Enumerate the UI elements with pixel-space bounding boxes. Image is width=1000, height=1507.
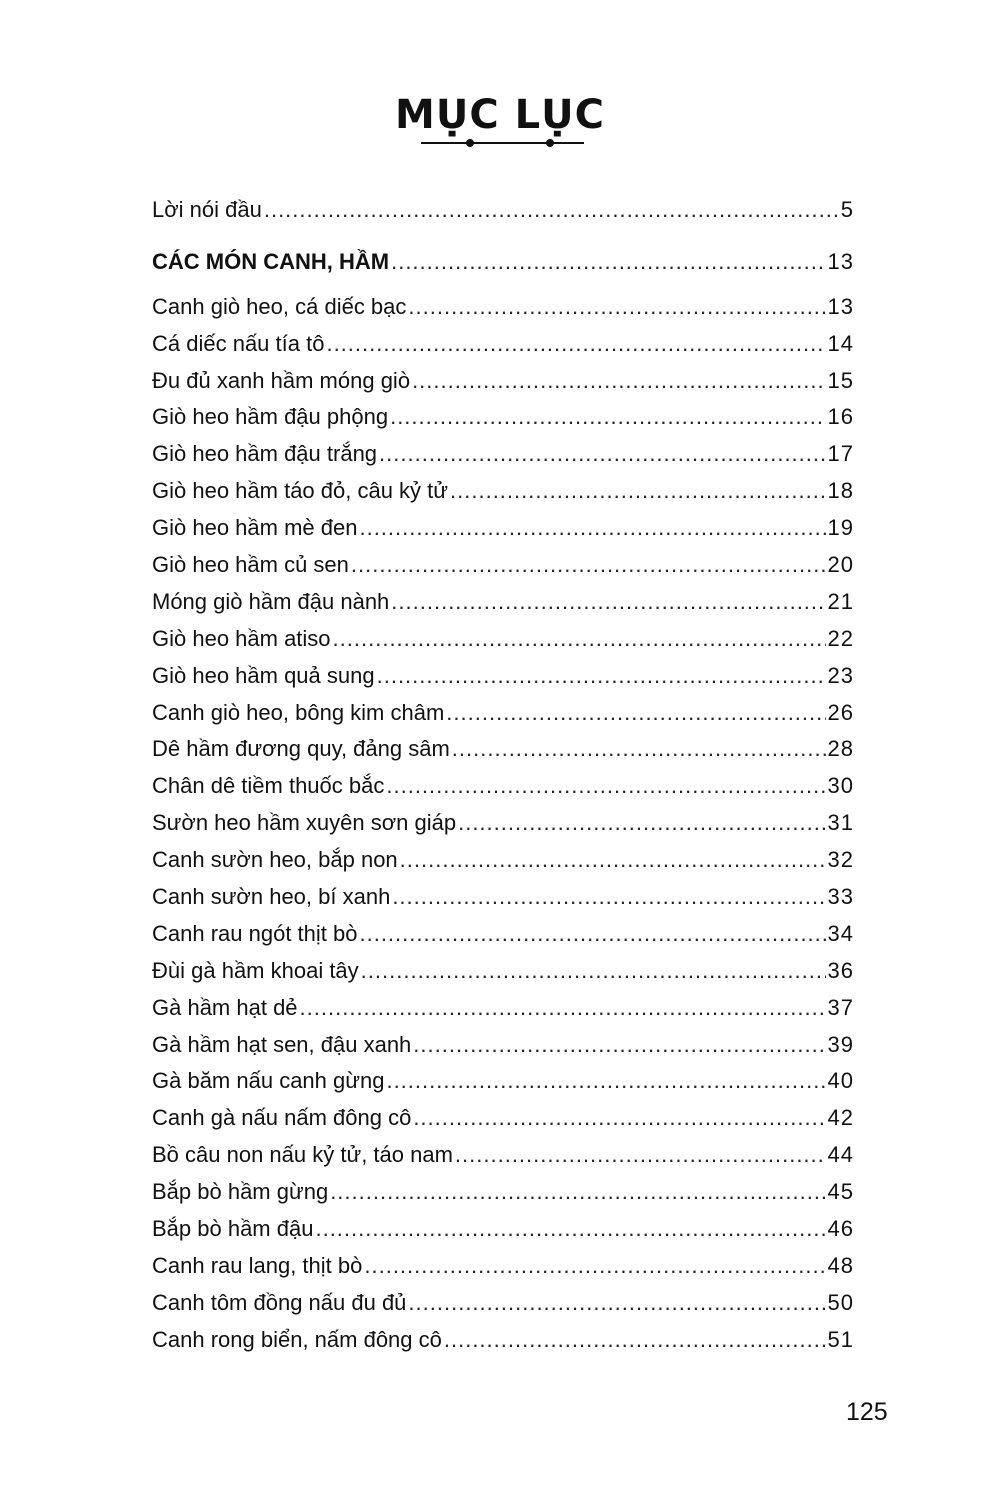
toc-entry-page: 13 bbox=[827, 248, 854, 274]
toc-entry-page: 36 bbox=[827, 957, 854, 983]
toc-entry-page: 42 bbox=[827, 1105, 854, 1131]
toc-entry[interactable] bbox=[152, 916, 854, 953]
toc-dot-leader bbox=[326, 326, 825, 363]
toc-entry-title: Cá diếc nấu tía tô bbox=[152, 330, 325, 356]
toc-entry-title: Giò heo hầm mè đen bbox=[152, 515, 358, 541]
toc-dot-leader bbox=[446, 695, 825, 732]
title-underline bbox=[421, 142, 584, 144]
toc-entry-title: Canh giò heo, bông kim châm bbox=[152, 699, 445, 725]
toc-entry-title: Bắp bò hầm đậu bbox=[152, 1216, 314, 1242]
toc-dot-leader bbox=[412, 363, 825, 400]
toc-entry-title: Canh giò heo, cá diếc bạc bbox=[152, 293, 407, 319]
toc-entry[interactable] bbox=[152, 1027, 854, 1064]
toc-dot-leader bbox=[400, 842, 826, 879]
toc-dot-leader bbox=[361, 953, 826, 990]
toc-entry-page: 17 bbox=[827, 441, 854, 467]
toc-entry-title: Canh tôm đồng nấu đu đủ bbox=[152, 1289, 407, 1315]
toc-dot-leader bbox=[391, 244, 825, 281]
toc-entry-page: 18 bbox=[827, 478, 854, 504]
toc-entry-title: Gà băm nấu canh gừng bbox=[152, 1068, 385, 1094]
toc-entry[interactable] bbox=[152, 473, 854, 510]
toc-entry-page: 30 bbox=[827, 773, 854, 799]
toc-entry-page: 28 bbox=[827, 736, 854, 762]
toc-entry-title: Canh rong biển, nấm đông cô bbox=[152, 1326, 442, 1352]
toc-entry[interactable] bbox=[152, 1322, 854, 1359]
toc-entry-page: 23 bbox=[827, 662, 854, 688]
toc-entry-page: 31 bbox=[827, 810, 854, 836]
toc-entry-page: 33 bbox=[827, 884, 854, 910]
toc-entry[interactable] bbox=[152, 1137, 854, 1174]
toc-entry-page: 13 bbox=[827, 293, 854, 319]
toc-dot-leader bbox=[444, 1322, 826, 1359]
toc-entry[interactable] bbox=[152, 1248, 854, 1285]
toc-entry-page: 44 bbox=[827, 1142, 854, 1168]
toc-dot-leader bbox=[408, 289, 825, 326]
toc-entry-page: 45 bbox=[827, 1179, 854, 1205]
toc-entry[interactable] bbox=[152, 621, 854, 658]
page-number: 125 bbox=[846, 1398, 888, 1426]
toc-dot-leader bbox=[391, 584, 825, 621]
toc-section-heading[interactable] bbox=[152, 244, 854, 281]
toc-entry-title: Giò heo hầm quả sung bbox=[152, 662, 375, 688]
toc-entry-page: 37 bbox=[827, 994, 854, 1020]
toc-entry[interactable] bbox=[152, 1100, 854, 1137]
toc-entry-title: Canh gà nấu nấm đông cô bbox=[152, 1105, 412, 1131]
toc-entry-title: Chân dê tiềm thuốc bắc bbox=[152, 773, 385, 799]
toc-entry-page: 34 bbox=[827, 920, 854, 946]
toc-entry[interactable] bbox=[152, 289, 854, 326]
toc-entry-title: Canh rau ngót thịt bò bbox=[152, 920, 358, 946]
toc-dot-leader bbox=[359, 916, 825, 953]
toc-entry[interactable] bbox=[152, 731, 854, 768]
toc-entry-page: 20 bbox=[827, 552, 854, 578]
toc-entry[interactable] bbox=[152, 192, 854, 229]
toc-dot-leader bbox=[458, 805, 825, 842]
toc-entry-title: Gà hầm hạt dẻ bbox=[152, 994, 298, 1020]
toc-dot-leader bbox=[452, 731, 826, 768]
toc-dot-leader bbox=[333, 621, 826, 658]
toc-dot-leader bbox=[330, 1174, 825, 1211]
toc-dot-leader bbox=[413, 1027, 825, 1064]
toc-entry[interactable] bbox=[152, 1211, 854, 1248]
toc-dot-leader bbox=[408, 1285, 825, 1322]
toc-entry-page: 5 bbox=[840, 197, 854, 222]
toc-entry[interactable] bbox=[152, 695, 854, 732]
toc-entry[interactable] bbox=[152, 842, 854, 879]
toc-entry-title: Móng giò hầm đậu nành bbox=[152, 588, 390, 614]
toc-entry-page: 22 bbox=[827, 625, 854, 651]
toc-entry-title: Sườn heo hầm xuyên sơn giáp bbox=[152, 810, 457, 836]
toc-entry-title: Canh sườn heo, bắp non bbox=[152, 847, 398, 873]
toc-entry-page: 51 bbox=[827, 1326, 854, 1352]
toc-entry[interactable] bbox=[152, 326, 854, 363]
toc-entry-title: Canh sườn heo, bí xanh bbox=[152, 884, 391, 910]
toc-entry-title: Giò heo hầm táo đỏ, câu kỷ tử bbox=[152, 478, 449, 504]
toc-entry-title: Canh rau lang, thịt bò bbox=[152, 1252, 363, 1278]
toc-entry-title: Giò heo hầm atiso bbox=[152, 625, 331, 651]
toc-dot-leader bbox=[264, 192, 839, 229]
toc-entry[interactable] bbox=[152, 584, 854, 621]
toc-dot-leader bbox=[315, 1211, 825, 1248]
toc-dot-leader bbox=[413, 1100, 825, 1137]
toc-dot-leader bbox=[450, 473, 826, 510]
toc-entry-title: CÁC MÓN CANH, HẦM bbox=[152, 248, 390, 274]
toc-dot-leader bbox=[386, 768, 825, 805]
toc-entry-page: 48 bbox=[827, 1252, 854, 1278]
toc-entry-title: Lời nói đầu bbox=[152, 197, 262, 222]
toc-entry-title: Gà hầm hạt sen, đậu xanh bbox=[152, 1031, 412, 1057]
toc-entry[interactable] bbox=[152, 805, 854, 842]
toc-entry[interactable] bbox=[152, 1285, 854, 1322]
toc-dot-leader bbox=[390, 399, 825, 436]
toc-entry-title: Dê hầm đương quy, đảng sâm bbox=[152, 736, 450, 762]
toc-entry[interactable] bbox=[152, 399, 854, 436]
title-underline-dot-left bbox=[466, 139, 474, 147]
toc-entry[interactable] bbox=[152, 990, 854, 1027]
table-of-contents bbox=[152, 192, 854, 1359]
toc-entry-page: 32 bbox=[827, 847, 854, 873]
toc-entry-title: Đu đủ xanh hầm móng giò bbox=[152, 367, 411, 393]
toc-dot-leader bbox=[359, 510, 825, 547]
toc-entry[interactable] bbox=[152, 436, 854, 473]
toc-dot-leader bbox=[377, 658, 826, 695]
toc-dot-leader bbox=[351, 547, 826, 584]
toc-entry[interactable] bbox=[152, 1174, 854, 1211]
toc-entry-page: 40 bbox=[827, 1068, 854, 1094]
toc-entry-title: Giò heo hầm đậu trắng bbox=[152, 441, 378, 467]
toc-entry[interactable] bbox=[152, 953, 854, 990]
toc-entry-page: 50 bbox=[827, 1289, 854, 1315]
toc-entry-page: 14 bbox=[827, 330, 854, 356]
toc-entry[interactable] bbox=[152, 1063, 854, 1100]
page-title: MỤC LỤC bbox=[395, 92, 605, 138]
toc-entry[interactable] bbox=[152, 510, 854, 547]
toc-entry-page: 16 bbox=[827, 404, 854, 430]
toc-dot-leader bbox=[379, 436, 825, 473]
toc-entry-page: 21 bbox=[827, 588, 854, 614]
toc-entry[interactable] bbox=[152, 363, 854, 400]
toc-dot-leader bbox=[455, 1137, 826, 1174]
toc-entry[interactable] bbox=[152, 547, 854, 584]
toc-dot-leader bbox=[392, 879, 825, 916]
toc-entry-title: Đùi gà hầm khoai tây bbox=[152, 957, 359, 983]
toc-entry-page: 15 bbox=[827, 367, 854, 393]
toc-entry-page: 19 bbox=[827, 515, 854, 541]
toc-entry[interactable] bbox=[152, 768, 854, 805]
toc-entry-page: 39 bbox=[827, 1031, 854, 1057]
toc-entry-title: Bắp bò hầm gừng bbox=[152, 1179, 329, 1205]
toc-entry-page: 46 bbox=[827, 1216, 854, 1242]
toc-dot-leader bbox=[386, 1063, 825, 1100]
toc-entry-page: 26 bbox=[827, 699, 854, 725]
toc-entry-title: Bồ câu non nấu kỷ tử, táo nam bbox=[152, 1142, 453, 1168]
toc-dot-leader bbox=[300, 990, 826, 1027]
toc-entry[interactable] bbox=[152, 879, 854, 916]
toc-entry-title: Giò heo hầm đậu phộng bbox=[152, 404, 389, 430]
toc-entry[interactable] bbox=[152, 658, 854, 695]
title-underline-dot-right bbox=[546, 139, 554, 147]
toc-entry-title: Giò heo hầm củ sen bbox=[152, 552, 349, 578]
toc-dot-leader bbox=[364, 1248, 825, 1285]
